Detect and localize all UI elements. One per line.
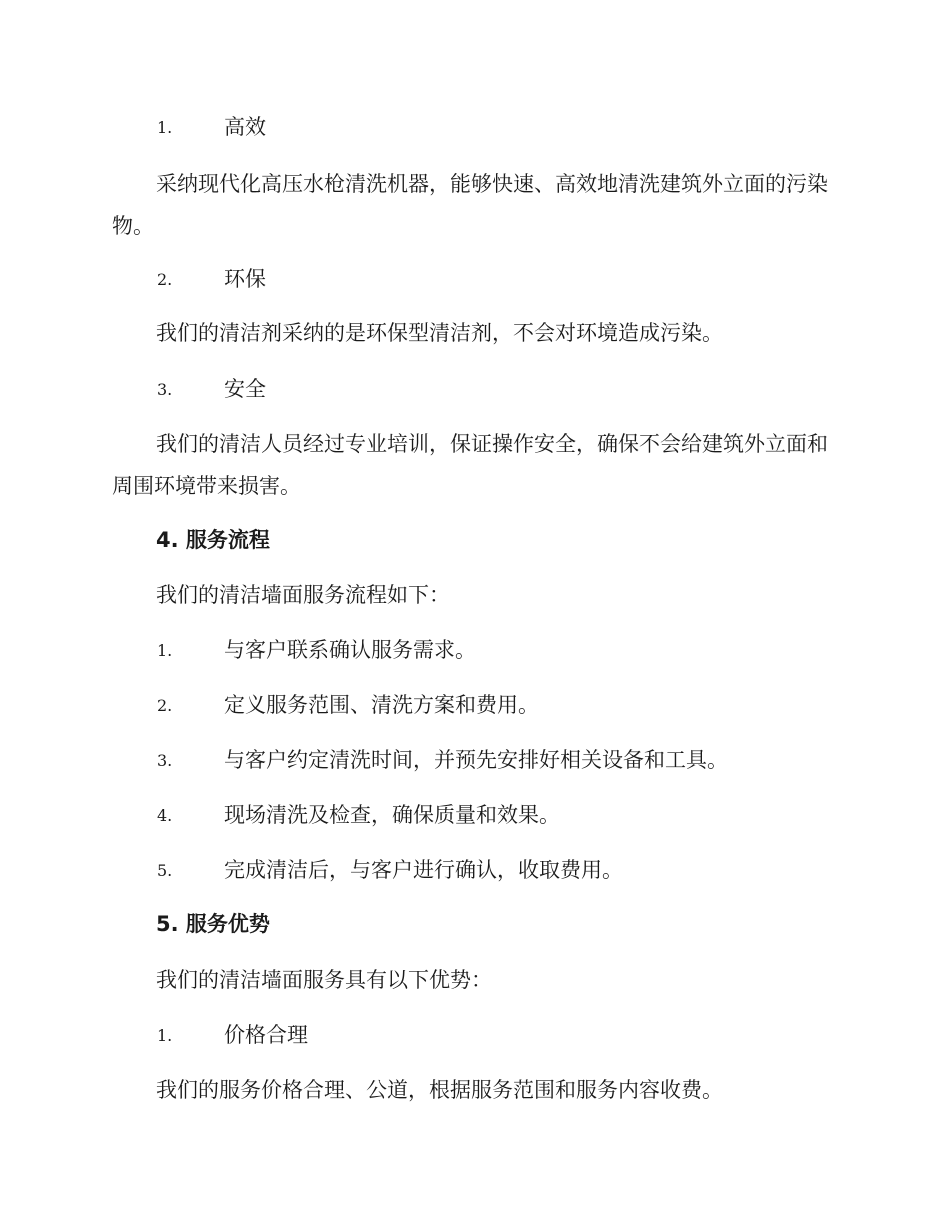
section-heading: 4. 服务流程 [156,528,270,552]
list-item-label: 高效 [224,115,266,139]
list-item-text: 与客户约定清洗时间，并预先安排好相关设备和工具。 [224,748,728,772]
list-item-text: 完成清洁后，与客户进行确认，收取费用。 [224,858,623,882]
list-number: 5. [157,861,173,880]
list-item-text: 定义服务范围、清洗方案和费用。 [224,693,539,717]
paragraph: 采纳现代化高压水枪清洗机器，能够快速、高效地清洗建筑外立面的污染物。 [112,172,828,238]
section-intro: 我们的清洁墙面服务具有以下优势： [156,968,492,992]
section-heading: 5. 服务优势 [156,912,270,936]
list-item-label: 价格合理 [224,1023,308,1047]
list-item-label: 安全 [224,377,266,401]
list-number: 4. [157,806,173,825]
section-intro: 我们的清洁墙面服务流程如下： [156,583,450,607]
list-number: 2. [157,270,173,289]
paragraph: 我们的清洁剂采纳的是环保型清洁剂，不会对环境造成污染。 [156,321,723,345]
list-number: 1. [157,118,173,137]
list-number: 1. [157,1026,173,1045]
list-number: 3. [157,751,173,770]
list-item-text: 现场清洗及检查，确保质量和效果。 [224,803,560,827]
list-item-label: 环保 [224,267,266,291]
paragraph: 我们的清洁人员经过专业培训，保证操作安全，确保不会给建筑外立面和周围环境带来损害。 [112,432,828,498]
paragraph: 我们的服务价格合理、公道，根据服务范围和服务内容收费。 [156,1078,723,1102]
list-number: 3. [157,380,173,399]
list-number: 2. [157,696,173,715]
list-item-text: 与客户联系确认服务需求。 [224,638,476,662]
list-number: 1. [157,641,173,660]
